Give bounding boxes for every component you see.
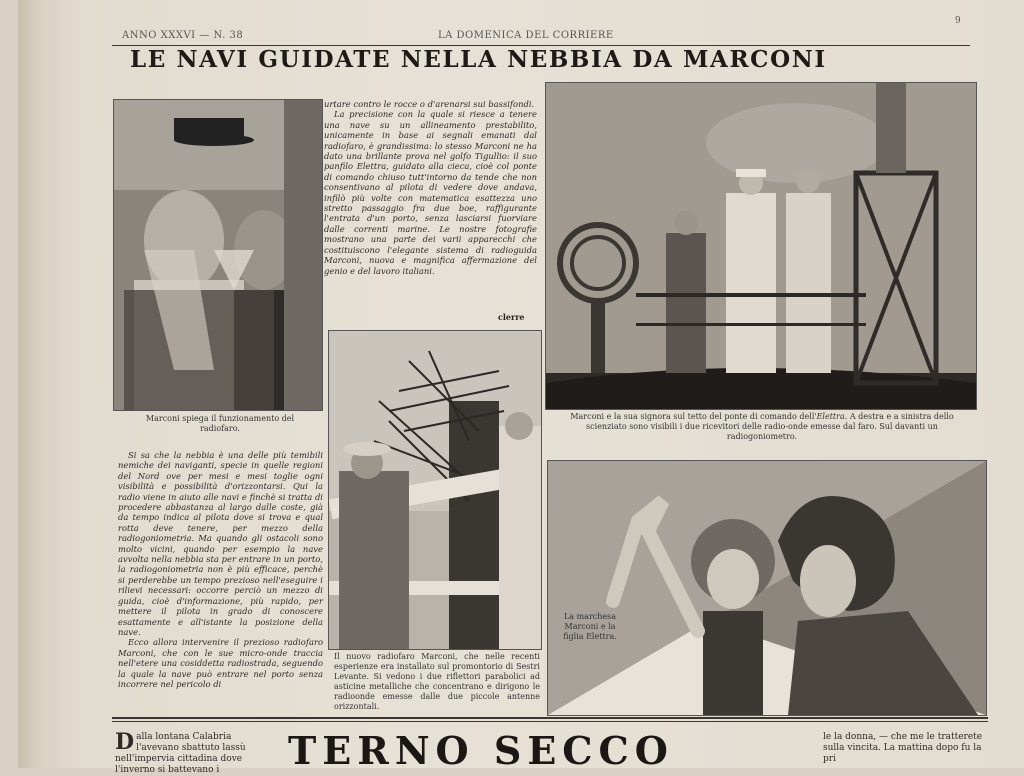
- photo4-caption: La marchesa Marconi e la figlia Elettra.: [563, 612, 617, 641]
- ship-name: Elettra: [816, 412, 845, 421]
- photo3-caption: [552, 412, 972, 442]
- paragraph: Ecco allora intervenire il prezioso radiofaro Marconi, che con le sue micro-onde traccia nell'etere una cosiddetta radiostrada, seguendo la quale la nave può entrare nel porto senza incorrere nel pericolo di: [118, 637, 323, 689]
- article-column-2: [324, 99, 537, 325]
- section-rule: [112, 717, 988, 719]
- photo1-caption: Marconi spiega il funzionamento del radiofaro.: [145, 414, 295, 433]
- photo-radiofaro-sestri: [328, 330, 542, 650]
- bottom-left-column: [115, 729, 275, 775]
- photo-marconi-elettra-deck: [545, 82, 977, 410]
- bottom-right-column: le la donna, — che me le tratterete sulla vincita. La mattina dopo fu la pri: [823, 732, 983, 764]
- article-column-1: [118, 450, 323, 712]
- paragraph: urtare contro le rocce o d'arenarsi sui bassifondi.: [324, 99, 535, 109]
- story-title: TERNO SECCO: [288, 728, 674, 773]
- newspaper-name: LA DOMENICA DEL CORRIERE: [438, 30, 614, 41]
- paragraph: Si sa che la nebbia è una delle più temibili nemiche dei naviganti, specie in quelle regioni del Nord ove per mesi e mesi toglie ogni visibilità e possibilità d'orizzontarsi. Qui la radio viene in aiuto alle navi e finchè si tratta di procedere abbastanza al largo dalle coste, già da tempo indica al pilota dove si trova e qual rotta deve tenere, per mezzo della radiogoniometria. Ma quando gli ostacoli sono molto vicini, quando per esempio la nave avvolta nella nebbia sta per entrare in un porto, la radiogoniometria non è più efficace, perchè si perderebbe un tempo prezioso nell'eseguire i rilievi necessari: occorre perciò un mezzo di guida, cioè d'informazione, più rapido, per mettere il pilota in grado di conoscere esattamente e all'istante la posizione della nave.: [118, 450, 323, 637]
- page-fold: [18, 0, 48, 768]
- drop-cap: D: [115, 729, 135, 755]
- section-rule-thin: [112, 721, 988, 722]
- article-signature: clerre: [498, 312, 525, 322]
- page-number: 9: [955, 16, 961, 26]
- photo-marchesa-elettra: [547, 460, 987, 716]
- caption-text: Marconi e la sua signora sul tetto del ponte di comando dell': [570, 412, 817, 421]
- photo-marconi-radiofaro: [113, 99, 323, 411]
- caption-text: . A destra e a sinistra dello scienziato sono visibili i due ricevitori delle radio-onde emesse dal faro. Sul davanti un radiogoniometro.: [586, 412, 954, 441]
- paragraph: La precisione con la quale si riesce a tenere una nave su un allineamento prestabilito, unicamente in base ai segnali emanati dal radiofaro, è grandissima: lo stesso Marconi ne ha dato una brillante prova nel golfo Tigullio: il suo panfilo Elettra, guidato alla cieca, cioè col ponte di comando chiuso tutt'intorno da tende che non consentivano al pilota di vedere dove andava, infilò più volte con matematica esattezza uno stretto passaggio fra due boe, raffigurante l'entrata d'un porto, senza lasciarsi fuorviare dalle correnti marine. Le nostre fotografie mostrano una parte dei varii apparecchi che costituiscono l'elegante sistema di radioguida Marconi, nuova e magnifica affermazione del genio e del lavoro italiani.: [324, 109, 537, 276]
- page-headline: LE NAVI GUIDATE NELLA NEBBIA DA MARCONI: [130, 46, 827, 73]
- bottom-left-text: alla lontana Calabria l'avevano sbattuto lassù nell'impervia cittadina dove l'inverno si battevano i: [115, 732, 246, 775]
- photo2-caption: Il nuovo radiofaro Marconi, che nelle recenti esperienze era installato sul promontorio di Sestri Levante. Si vedono i due riflettori parabolici ad asticine metalliche che concentrano e dirigono le radioonde emesse dalle due piccole antenne orizzontali.: [334, 652, 540, 711]
- issue-label: ANNO XXXVI — N. 38: [122, 30, 244, 41]
